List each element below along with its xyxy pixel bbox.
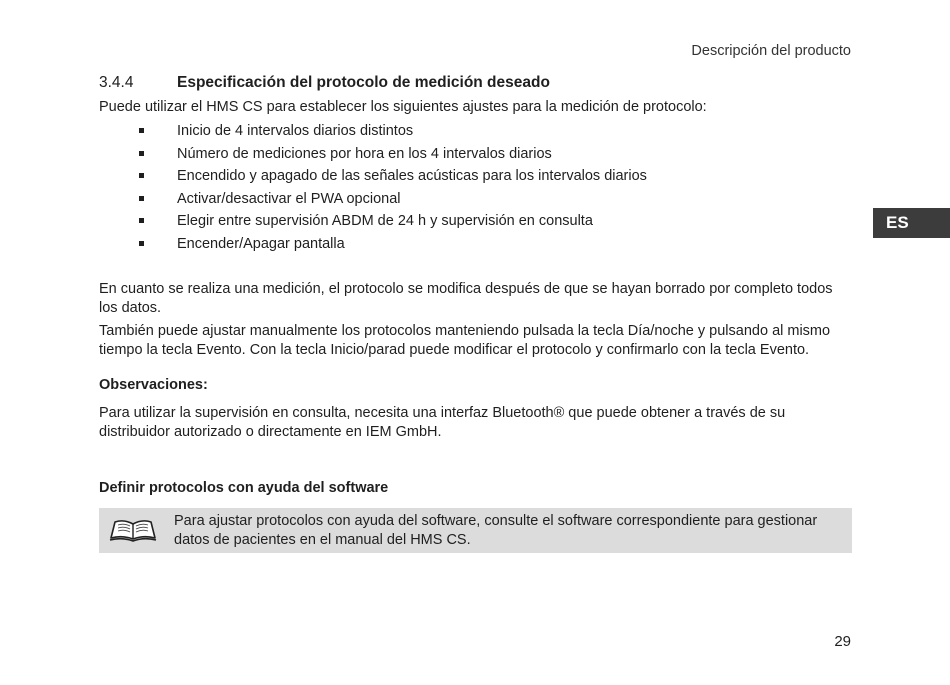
- paragraph-manual-adjust: También puede ajustar manualmente los protocolos manteniendo pulsada la tecla Día/noche y pulsando al mismo tiempo la tecla Evento. Con la tecla Inicio/parad puede modificar el protocolo y confirmarlo con la tecla Evento.: [99, 322, 831, 358]
- paragraph-protocol-reset: En cuanto se realiza una medición, el protocolo se modifica después de que se hayan borrado por completo todos los datos.: [99, 280, 833, 316]
- bullet-square-icon: [139, 218, 144, 223]
- section-number: 3.4.4: [99, 74, 134, 91]
- software-heading: Definir protocolos con ayuda del software: [99, 479, 389, 496]
- bullet-square-icon: [139, 196, 144, 201]
- remarks-text: Para utilizar la supervisión en consulta, necesita una interfaz Bluetooth® que puede obtener a través de su distribuidor autorizado o directamente en IEM GmbH.: [99, 404, 786, 440]
- book-icon: [109, 517, 157, 543]
- remarks-heading: Observaciones:: [99, 376, 208, 393]
- list-item: [99, 210, 853, 233]
- list-item-text: Encender/Apagar pantalla: [177, 235, 345, 252]
- list-item: [99, 120, 853, 143]
- note-box: [99, 508, 852, 553]
- list-item-text: Activar/desactivar el PWA opcional: [177, 190, 401, 207]
- page-header-chapter: Descripción del producto: [691, 43, 851, 59]
- bullet-square-icon: [139, 128, 144, 133]
- page-content: [99, 74, 853, 553]
- language-tab: ES: [873, 208, 950, 238]
- list-item: [99, 143, 853, 166]
- list-item: [99, 188, 853, 211]
- list-item-text: Número de mediciones por hora en los 4 intervalos diarios: [177, 145, 552, 162]
- bullet-square-icon: [139, 241, 144, 246]
- bullet-square-icon: [139, 151, 144, 156]
- section-intro: Puede utilizar el HMS CS para establecer los siguientes ajustes para la medición de protocolo:: [99, 99, 707, 115]
- list-item-text: Elegir entre supervisión ABDM de 24 h y supervisión en consulta: [177, 213, 593, 230]
- page-number: 29: [834, 633, 851, 650]
- list-item-text: Inicio de 4 intervalos diarios distintos: [177, 123, 414, 139]
- section-heading: [99, 74, 853, 94]
- note-text: Para ajustar protocolos con ayuda del software, consulte el software correspondiente para gestionar datos de pacientes en el manual del HMS CS.: [174, 512, 818, 548]
- bullet-square-icon: [139, 173, 144, 178]
- section-title: Especificación del protocolo de medición deseado: [177, 74, 550, 91]
- list-item-text: Encendido y apagado de las señales acústicas para los intervalos diarios: [177, 168, 647, 185]
- list-item: [99, 165, 853, 188]
- settings-list: [99, 120, 853, 256]
- list-item: [99, 233, 853, 256]
